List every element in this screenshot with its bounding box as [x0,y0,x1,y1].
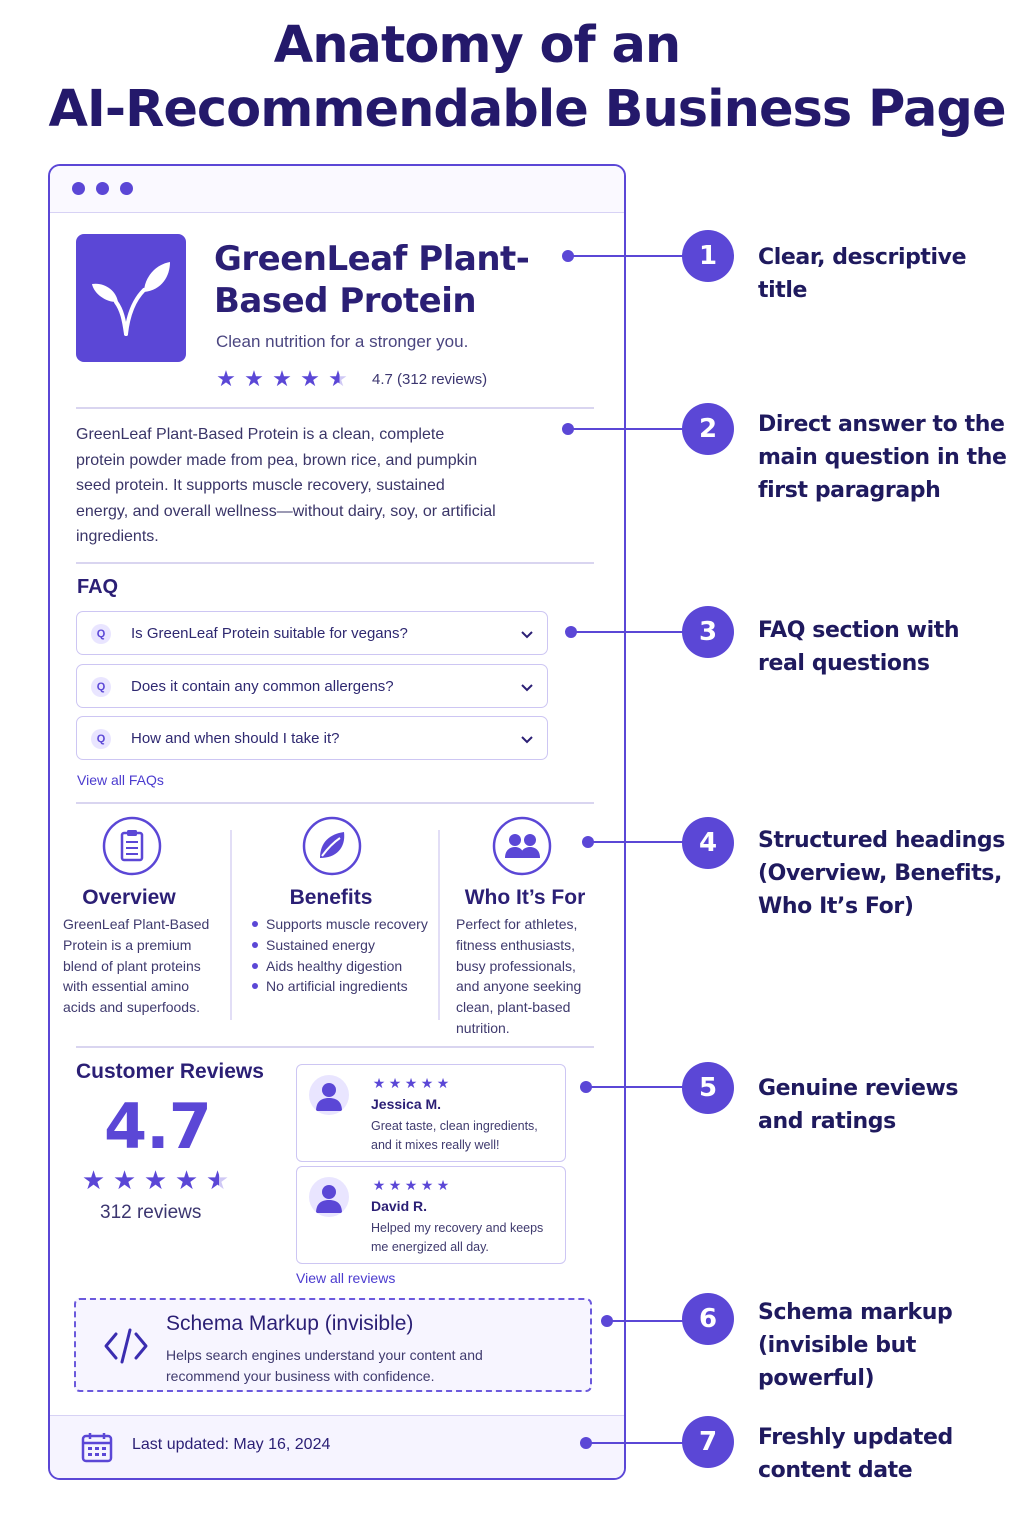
reviewer-name: David R. [371,1198,428,1214]
callout-label: Direct answer to the main question in the first paragraph [758,412,1007,503]
reviewer-name: Jessica M. [371,1096,442,1112]
callout-number: 6 [682,1293,734,1345]
overview-text: GreenLeaf Plant-Based Protein is a premium blend of plant proteins with essential amino acids and superfoods. [63,916,210,1016]
window-dot-icon [72,182,85,195]
faq-item[interactable] [76,611,548,655]
product-rating-text [372,371,487,388]
overview-heading: Overview [82,886,176,909]
star-icon: ★ [272,366,292,391]
star-icon: ★ [81,1165,106,1195]
chevron-down-icon [519,731,535,747]
star-icon: ★ [244,366,264,391]
last-updated-label: Last updated: [132,1436,229,1453]
leaf-sprout-icon [76,234,186,362]
chevron-down-icon [519,626,535,642]
divider [76,802,594,804]
code-icon [102,1326,150,1366]
faq-item[interactable] [76,664,548,708]
callout-label: Freshly updated content date [758,1425,953,1483]
faq-question: Does it contain any common allergens? [131,678,394,695]
review-stars: ★ ★ ★ ★ ★ [372,1177,450,1193]
benefits-list [250,914,430,997]
star-icon: ★ [174,1165,199,1195]
callout-number: 2 [682,403,734,455]
product-rating-stars [212,368,352,391]
question-badge-icon: Q [91,677,111,697]
divider [76,562,594,564]
review-text: Great taste, clean ingredients, and it mixes really well! [371,1119,538,1152]
chevron-down-icon [519,679,535,695]
benefit-item: Aids healthy digestion [250,956,430,977]
star-icon: ★ [143,1165,168,1195]
review-stars: ★ ★ ★ ★ ★ [372,1075,450,1091]
benefits-heading: Benefits [289,886,373,909]
calendar-icon [80,1430,114,1464]
page-title-line-1: Anatomy of an [273,16,681,75]
benefit-item: No artificial ingredients [250,976,430,997]
avatar [309,1177,349,1217]
schema-markup-box [74,1298,592,1392]
review-text: Helped my recovery and keeps me energized all day. [371,1221,544,1254]
user-avatar-icon [309,1177,349,1217]
callout-number: 7 [682,1416,734,1468]
connector-line [588,841,692,843]
product-name: GreenLeaf Plant-Based Protein [214,239,530,321]
faq-question: How and when should I take it? [131,730,340,747]
page-title-line-2: AI-Recommendable Business Page [48,80,1006,139]
callout-number: 1 [682,230,734,282]
connector-line [571,631,691,633]
last-updated-bar [50,1415,624,1478]
callout-number: 4 [682,817,734,869]
callout-number: 5 [682,1062,734,1114]
half-star-icon: ★ [202,1169,233,1191]
review-card [296,1166,566,1264]
browser-toolbar [50,166,624,213]
callout-label: Schema markup (invisible but powerful) [758,1300,953,1391]
window-dot-icon [96,182,109,195]
faq-item[interactable] [76,716,548,760]
callout-number: 3 [682,606,734,658]
callout-label: Structured headings (Overview, Benefits, Who It’s For) [758,828,1005,919]
last-updated-text [132,1436,330,1454]
question-badge-icon: Q [91,624,111,644]
rating-count: (312 reviews) [397,371,488,388]
reviews-heading: Customer Reviews [76,1060,264,1083]
rating-value: 4.7 [372,371,393,388]
column-divider [230,830,232,1020]
callout-label: Clear, descriptive title [758,245,967,303]
view-all-faqs-link[interactable]: View all FAQs [77,772,164,788]
view-all-reviews-link[interactable]: View all reviews [296,1270,396,1286]
average-rating-stars [78,1165,233,1195]
column-divider [438,830,440,1020]
page-title [0,14,1024,142]
average-rating: 4.7 [104,1090,211,1163]
half-star-icon: ★ [324,368,352,390]
callout-label: Genuine reviews and ratings [758,1076,959,1134]
faq-question: Is GreenLeaf Protein suitable for vegans? [131,625,408,642]
user-avatar-icon [309,1075,349,1115]
star-icon: ★ [300,366,320,391]
last-updated-date: May 16, 2024 [233,1436,331,1453]
window-dot-icon [120,182,133,195]
benefit-item: Supports muscle recovery [250,914,430,935]
review-card [296,1064,566,1162]
benefit-item: Sustained energy [250,935,430,956]
avatar [309,1075,349,1115]
connector-line [586,1442,692,1444]
leaf-icon [302,816,362,876]
connector-line [586,1086,692,1088]
clipboard-icon [102,816,162,876]
who-its-for-heading: Who It’s For [464,886,586,909]
connector-line [568,255,692,257]
question-badge-icon: Q [91,729,111,749]
who-its-for-text: Perfect for athletes, fitness enthusiasts, busy professionals, and anyone seeking clean, plant-based nutrition. [456,916,582,1036]
star-icon: ★ [216,366,236,391]
callout-label: FAQ section with real questions [758,618,960,676]
intro-paragraph: GreenLeaf Plant-Based Protein is a clean, complete protein powder made from pea, brown rice, and pumpkin seed protein. It supports muscle recovery, sustained energy, and overall wellness—without dairy, soy, or artificial ingredients. [76,426,496,546]
star-icon: ★ [112,1165,137,1195]
divider [76,407,594,409]
users-icon [492,816,552,876]
product-tagline: Clean nutrition for a stronger you. [216,332,469,351]
product-logo [76,234,186,362]
review-count: 312 reviews [100,1202,202,1223]
browser-window [48,164,626,1480]
divider [76,1046,594,1048]
schema-title: Schema Markup (invisible) [166,1312,414,1335]
connector-line [568,428,692,430]
schema-description: Helps search engines understand your content and recommend your business with confidence. [166,1347,483,1384]
faq-heading: FAQ [77,576,119,598]
connector-line [607,1320,692,1322]
